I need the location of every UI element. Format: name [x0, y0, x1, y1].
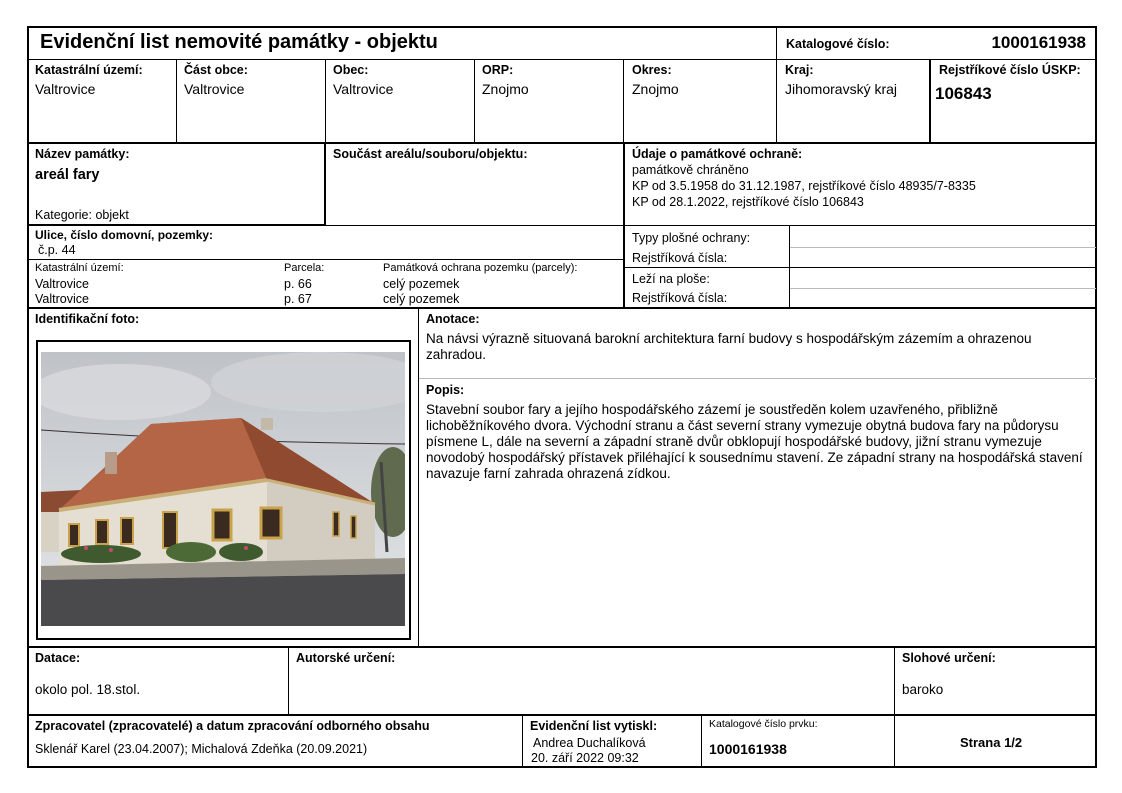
anotace-label: Anotace: — [426, 312, 480, 326]
table-row: Valtrovice — [35, 277, 89, 291]
popis-label: Popis: — [426, 383, 465, 397]
house-photo — [41, 352, 405, 626]
page-number: Strana 1/2 — [960, 735, 1023, 750]
rejstrikove-cislo-label: Rejstříkové číslo ÚSKP: — [939, 63, 1081, 77]
catalog-number: 1000161938 — [991, 33, 1086, 52]
table-row: celý pozemek — [383, 292, 460, 306]
udaje-line-3: KP od 28.1.2022, rejstříkové číslo 106843 — [632, 195, 864, 209]
vytiskl-label: Evidenční list vytiskl: — [530, 719, 658, 733]
prvek-label: Katalogové číslo prvku: — [709, 718, 818, 730]
col-ochrana-header: Památková ochrana pozemku (parcely): — [383, 262, 578, 274]
anotace-text: Na návsi výrazně situovaná barokní architektura farní budovy s hospodářským zázemím a ohrazenou zahradou. — [426, 331, 1032, 362]
identifikacni-foto-label: Identifikační foto: — [35, 312, 140, 326]
prvek-value: 1000161938 — [709, 741, 787, 757]
rejstrikova-cisla-label-1: Rejstříková čísla: — [632, 251, 728, 265]
kraj-label: Kraj: — [785, 63, 814, 77]
kategorie-text: Kategorie: objekt — [35, 208, 129, 222]
slohove-value: baroko — [902, 682, 944, 697]
popis-text: Stavební soubor fary a jejího hospodářského zázemí je soustředěn kolem uzavřeného, přibližně lichoběžníkového dvora. Východní stranu a část severní strany vymezuje obytná budova fary na půdorysu písmene L, dále na severní a západní straně dvůr obklopují hospodářské budovy, jižní stranu vymezuje novodobý hospodářský přístavek přiléhající k sousednímu stavení. Ze západní strany na hospodářská stavení navazuje farní zahrada ohrazená zídkou. — [426, 402, 1083, 481]
nazev-label: Název památky: — [35, 147, 130, 161]
cast-obce-label: Část obce: — [184, 63, 248, 77]
udaje-line-1: památkově chráněno — [632, 163, 749, 177]
page-title: Evidenční list nemovité památky - objektu — [40, 31, 438, 53]
katastralni-uzemi-value: Valtrovice — [35, 81, 96, 97]
udaje-line-2: KP od 3.5.1958 do 31.12.1987, rejstříkové číslo 48935/7-8335 — [632, 179, 976, 193]
col-parcela-header: Parcela: — [284, 262, 325, 274]
kraj-value: Jihomoravský kraj — [785, 81, 898, 97]
obec-value: Valtrovice — [333, 81, 394, 97]
datace-label: Datace: — [35, 651, 81, 665]
slohove-label: Slohové určení: — [902, 651, 996, 665]
okres-label: Okres: — [632, 63, 672, 77]
vytiskl-name: Andrea Duchalíková — [533, 736, 646, 750]
rejstrikove-cislo-value: 106843 — [935, 84, 992, 103]
ulice-value: č.p. 44 — [38, 243, 76, 257]
vytiskl-date: 20. září 2022 09:32 — [531, 751, 639, 765]
zpracovatel-label: Zpracovatel (zpracovatelé) a datum zpracování odborného obsahu — [35, 719, 430, 733]
obec-label: Obec: — [333, 63, 369, 77]
lezi-na-plose-label: Leží na ploše: — [632, 272, 710, 286]
katastralni-uzemi-label: Katastrální území: — [35, 63, 143, 77]
table-row: Valtrovice — [35, 292, 89, 306]
udaje-label: Údaje o památkové ochraně: — [632, 147, 803, 161]
soucast-label: Součást areálu/souboru/objektu: — [333, 147, 528, 161]
nazev-value: areál fary — [35, 167, 100, 183]
orp-value: Znojmo — [482, 81, 529, 97]
zpracovatel-value: Sklenář Karel (23.04.2007); Michalová Zdeňka (20.09.2021) — [35, 742, 368, 756]
cast-obce-value: Valtrovice — [184, 81, 245, 97]
col-katastr-header: Katastrální území: — [35, 262, 124, 274]
ulice-label: Ulice, číslo domovní, pozemky: — [35, 228, 214, 242]
catalog-label: Katalogové číslo: — [786, 37, 890, 51]
rejstrikova-cisla-label-2: Rejstříková čísla: — [632, 291, 728, 305]
autorske-label: Autorské určení: — [296, 651, 396, 665]
okres-value: Znojmo — [632, 81, 679, 97]
typy-plosne-label: Typy plošné ochrany: — [632, 231, 751, 245]
table-row: celý pozemek — [383, 277, 460, 291]
table-row: p. 66 — [284, 277, 312, 291]
table-row: p. 67 — [284, 292, 312, 306]
orp-label: ORP: — [482, 63, 514, 77]
datace-value: okolo pol. 18.stol. — [35, 682, 141, 697]
